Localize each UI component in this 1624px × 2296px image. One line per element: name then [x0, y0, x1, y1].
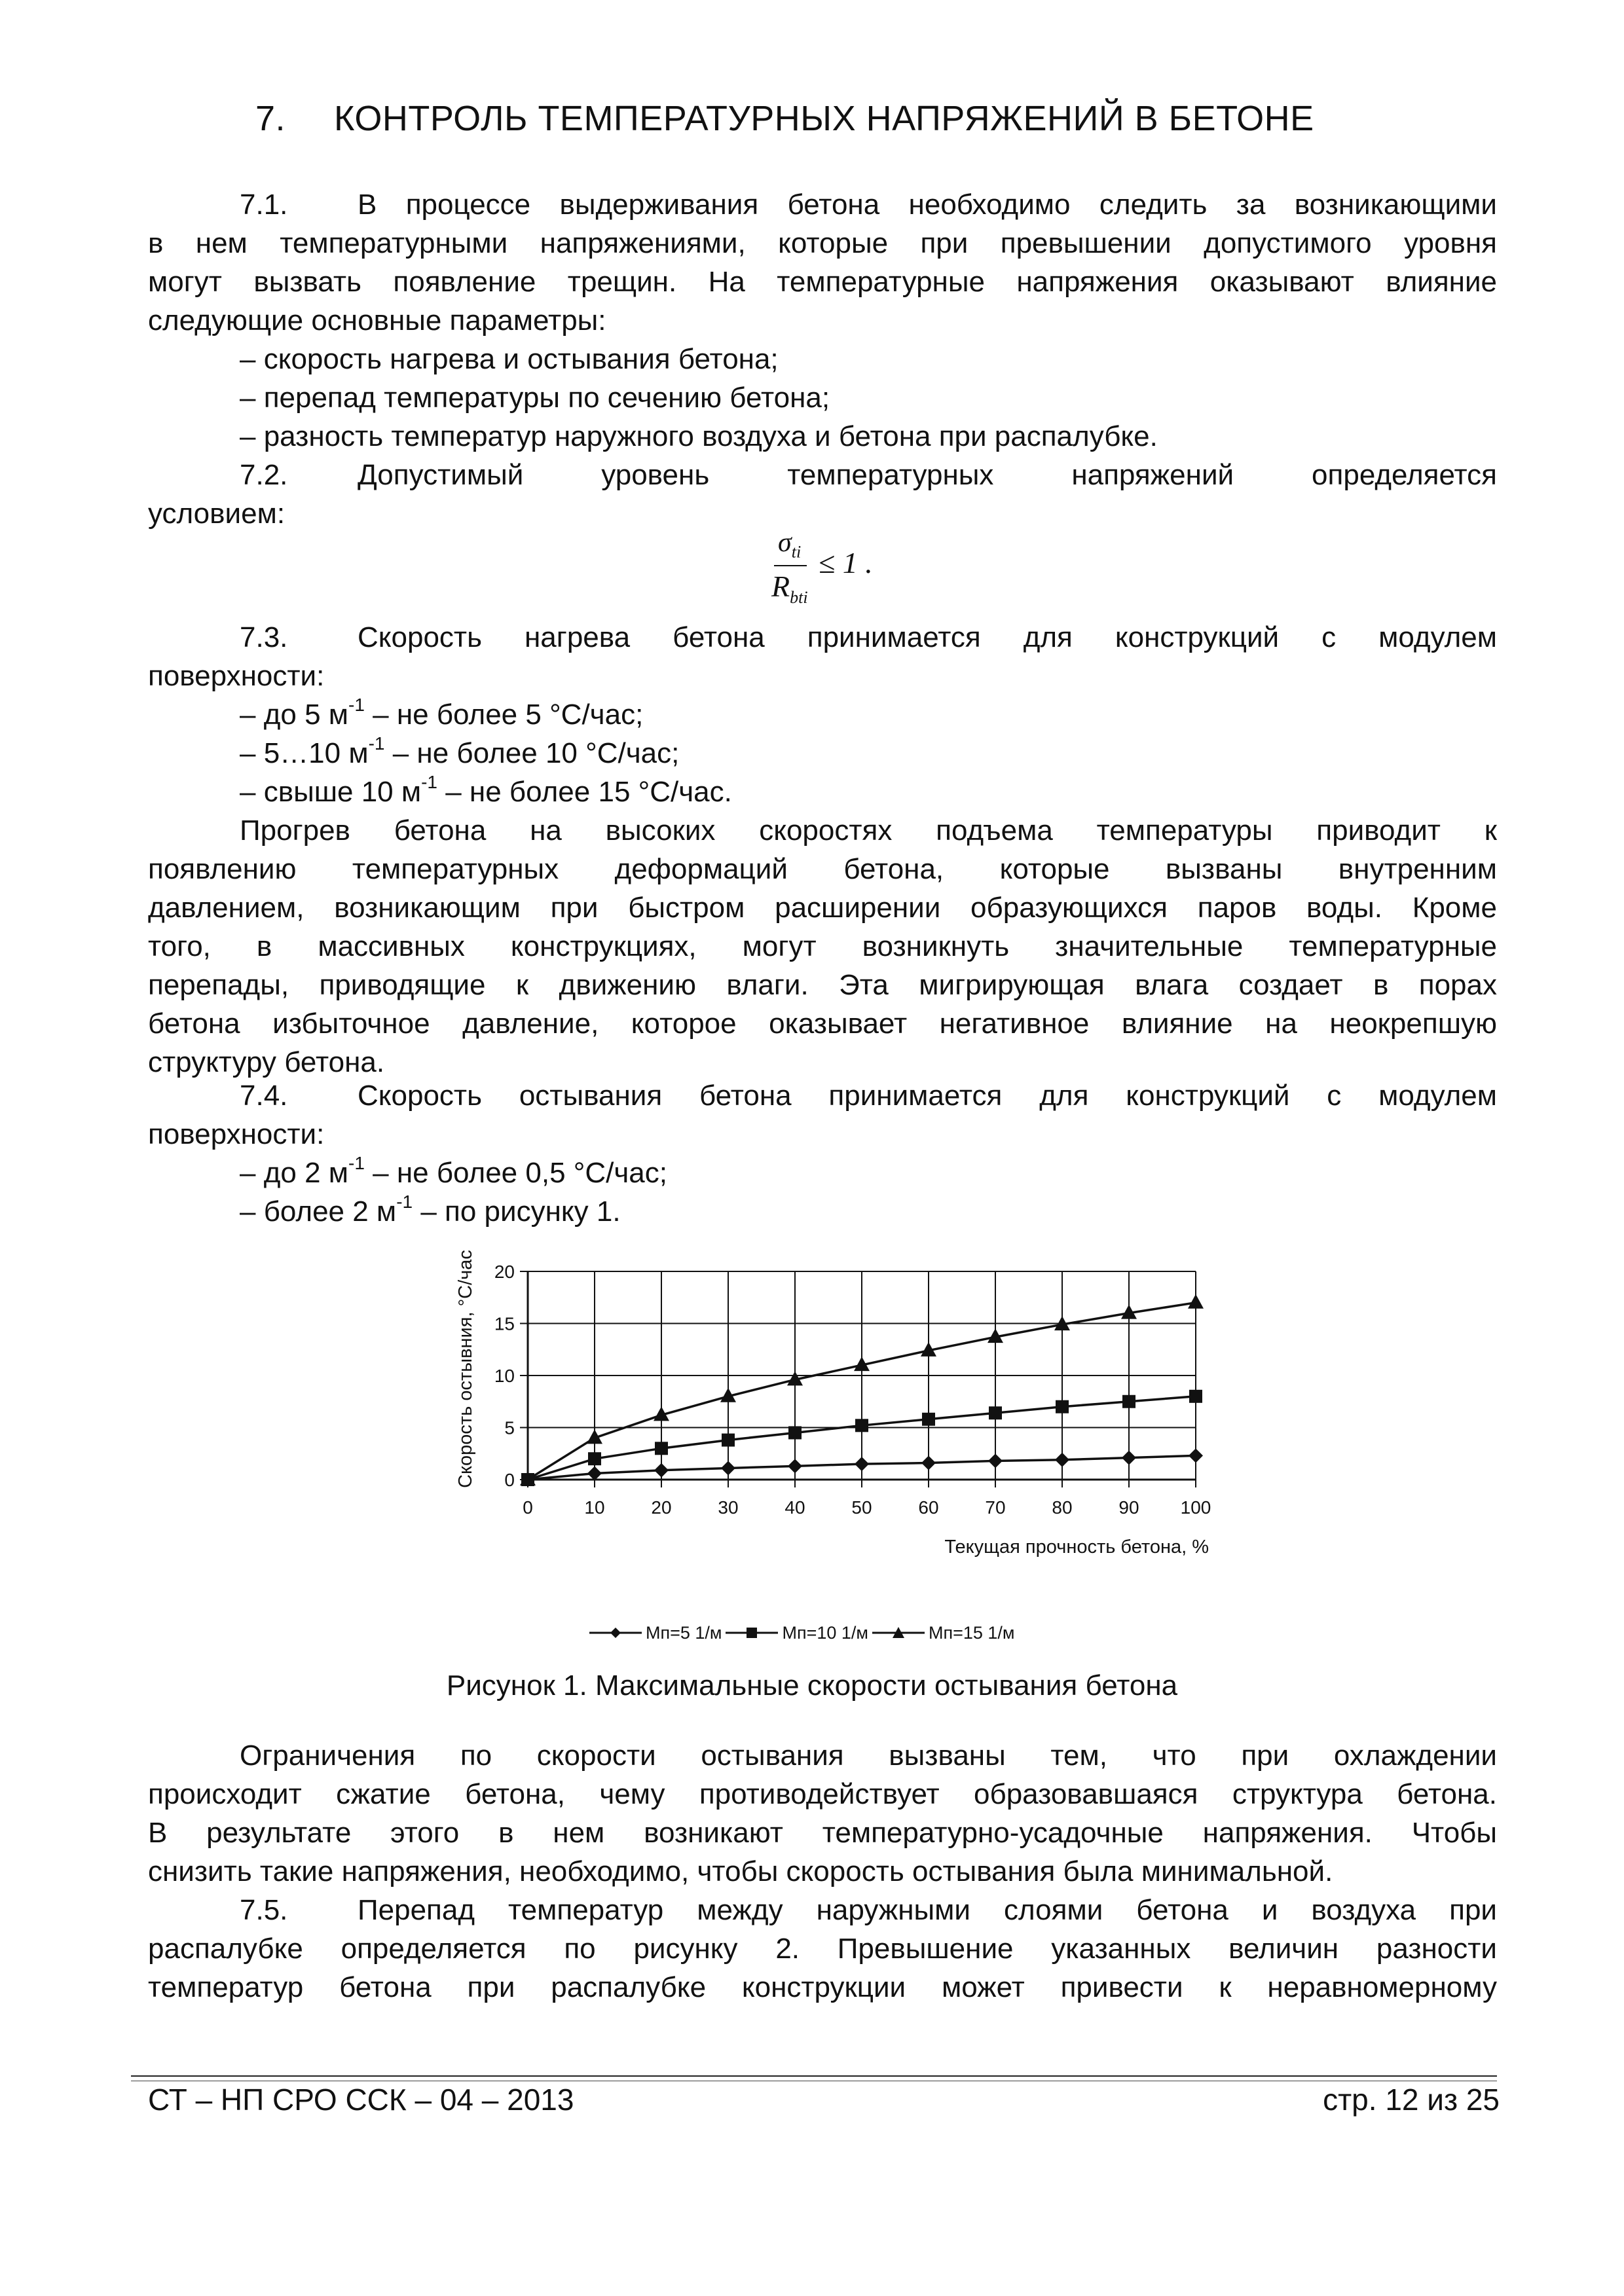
paragraph-7-1 [148, 185, 1497, 456]
y-tick-label: 20 [494, 1262, 515, 1282]
data-point-diamond [587, 1466, 602, 1480]
after-line: В результате этого в нем возникают температурно-усадочные напряжения. Чтобы [148, 1817, 1497, 1849]
legend-entry-mp15: Мп=15 1/м [872, 1623, 1015, 1643]
x-tick-label: 20 [651, 1497, 672, 1518]
triangle-marker-icon [872, 1626, 925, 1639]
p73-line-2: поверхности: [148, 660, 325, 692]
square-marker-icon [726, 1626, 778, 1639]
x-tick-label: 90 [1118, 1497, 1139, 1518]
p71-line-3: могут вызвать появление трещин. На температурные напряжения оказывают влияние [148, 266, 1497, 298]
x-tick-label: 30 [718, 1497, 739, 1518]
p74-number: 7.4. [240, 1080, 288, 1112]
p75-number: 7.5. [240, 1894, 288, 1926]
data-point-diamond [921, 1456, 936, 1470]
formula-denominator: $R_{bti}$ [771, 570, 808, 608]
data-point-square [588, 1452, 601, 1465]
x-tick-label: 40 [784, 1497, 805, 1518]
x-tick-label: 60 [918, 1497, 939, 1518]
footer-document-code: СТ – НП СРО ССК – 04 – 2013 [148, 2083, 574, 2117]
data-point-triangle [1188, 1294, 1204, 1309]
list-item: – до 5 $м^{-1}$ – не более 5 °С/час; [240, 695, 644, 731]
diamond-marker-icon [589, 1626, 642, 1639]
list-item: – разность температур наружного воздуха и бетона при распалубке. [240, 420, 1158, 452]
x-tick-label: 50 [851, 1497, 872, 1518]
x-tick-label: 0 [523, 1497, 533, 1518]
p72-number: 7.2. [240, 459, 288, 491]
x-tick-label: 10 [584, 1497, 605, 1518]
data-point-diamond [1189, 1448, 1203, 1463]
legend-entry-mp5: Мп=5 1/м [589, 1623, 722, 1643]
paragraph-7-4 [148, 1076, 1497, 1231]
section-title: КОНТРОЛЬ ТЕМПЕРАТУРНЫХ НАПРЯЖЕНИЙ В БЕТОНЕ [334, 99, 1314, 138]
paragraph-7-5 [148, 1891, 1497, 2007]
p74-line-2: поверхности: [148, 1118, 325, 1150]
chart-legend [589, 1620, 1179, 1646]
data-point-square [989, 1406, 1002, 1419]
y-tick-label: 10 [494, 1366, 515, 1386]
legend-entry-mp10: Мп=10 1/м [726, 1623, 868, 1643]
y-tick-label: 15 [494, 1313, 515, 1334]
data-point-square [1122, 1395, 1135, 1408]
data-point-square [655, 1442, 668, 1455]
list-item: – скорость нагрева и остывания бетона; [240, 343, 779, 375]
paragraph-7-3 [148, 618, 1497, 1082]
data-point-square [788, 1426, 802, 1439]
y-axis-label: Скорость остывния, °С/час [455, 1250, 476, 1488]
x-tick-label: 100 [1180, 1497, 1211, 1518]
footer-rule [131, 2075, 1497, 2077]
p73-number: 7.3. [240, 621, 288, 653]
list-item: – 5…10 $м^{-1}$ – не более 10 °С/час; [240, 733, 680, 769]
data-point-diamond [988, 1453, 1003, 1468]
data-point-square [922, 1413, 935, 1426]
section-heading [255, 98, 1314, 139]
x-tick-label: 80 [1052, 1497, 1073, 1518]
formula-numerator: $\sigma_{ti}$ [778, 528, 802, 562]
y-tick-label: 5 [504, 1417, 515, 1438]
fraction-bar [774, 565, 807, 566]
x-tick-label: 70 [985, 1497, 1006, 1518]
after-last: снизить такие напряжения, необходимо, чтобы скорость остывания была минимальной. [148, 1855, 1333, 1887]
p71-line-1: 7.1. В процессе выдерживания бетона необходимо следить за возникающими [148, 185, 1497, 224]
data-point-square [1189, 1390, 1202, 1403]
paragraph-7-2 [148, 456, 1497, 533]
p71-line-4: следующие основные параметры: [148, 304, 606, 337]
p73-para-line: появлению температурных деформаций бетона, которые вызваны внутренним [148, 853, 1497, 885]
paragraph-after-figure [148, 1736, 1497, 1891]
stress-formula [771, 527, 902, 619]
data-point-square [722, 1434, 735, 1447]
p72-line-2: условием: [148, 498, 286, 530]
footer-page-number: стр. 12 из 25 [1323, 2083, 1500, 2117]
p72-line-1: 7.2. Допустимый уровень температурных напряжений определяется [148, 456, 1497, 494]
p73-para-line: перепады, приводящие к движению влаги. Эта мигрирующая влага создает в порах [148, 969, 1497, 1001]
p71-number: 7.1. [240, 189, 288, 221]
data-point-diamond [855, 1457, 869, 1471]
p73-para-line: Прогрев бетона на высоких скоростях подъема температуры приводит к [240, 814, 1497, 847]
x-axis-label: Текущая прочность бетона, % [944, 1537, 1209, 1558]
p74-line-1: 7.4. Скорость остывания бетона принимается для конструкций с модулем [148, 1076, 1497, 1115]
data-point-square [855, 1419, 868, 1432]
p73-para-line: бетона избыточное давление, которое оказывает негативное влияние на неокрепшую [148, 1008, 1497, 1040]
list-item: – свыше 10 $м^{-1}$ – не более 15 °С/час. [240, 772, 732, 808]
p71-line-2: в нем температурными напряжениями, которые при превышении допустимого уровня [148, 227, 1497, 259]
after-line: Ограничения по скорости остывания вызваны тем, что при охлаждении [240, 1740, 1497, 1772]
cooling-rate-chart [445, 1231, 1244, 1597]
data-point-diamond [788, 1459, 802, 1473]
data-point-diamond [654, 1463, 669, 1478]
data-point-diamond [721, 1461, 735, 1476]
p73-para-line: того, в массивных конструкциях, могут возникнуть значительные температурные [148, 930, 1497, 962]
formula-inequality: ≤ 1 . [819, 546, 873, 579]
p73-para-line: давлением, возникающим при быстром расширении образующихся паров воды. Кроме [148, 892, 1497, 924]
section-number: 7. [255, 99, 286, 138]
y-tick-label: 0 [504, 1470, 515, 1490]
list-item: – до 2 $м^{-1}$ – не более 0,5 °С/час; [240, 1153, 667, 1189]
after-line: происходит сжатие бетона, чему противодействует образовавшаяся структура бетона. [148, 1778, 1497, 1810]
p75-line: температур бетона при распалубке конструкции может привести к неравномерному [148, 1971, 1497, 2003]
data-point-diamond [1055, 1453, 1069, 1467]
p75-line-1: 7.5. Перепад температур между наружными слоями бетона и воздуха при [148, 1891, 1497, 1929]
data-point-diamond [1122, 1451, 1136, 1465]
data-point-square [1056, 1400, 1069, 1413]
list-item: – более 2 $м^{-1}$ – по рисунку 1. [240, 1192, 621, 1228]
p75-line: распалубке определяется по рисунку 2. Превышение указанных величин разности [148, 1933, 1497, 1965]
p73-line-1: 7.3. Скорость нагрева бетона принимается для конструкций с модулем [148, 618, 1497, 657]
figure-caption: Рисунок 1. Максимальные скорости остывания бетона [446, 1669, 1178, 1702]
list-item: – перепад температуры по сечению бетона; [240, 382, 830, 414]
p73-para-last: структуру бетона. [148, 1046, 385, 1078]
